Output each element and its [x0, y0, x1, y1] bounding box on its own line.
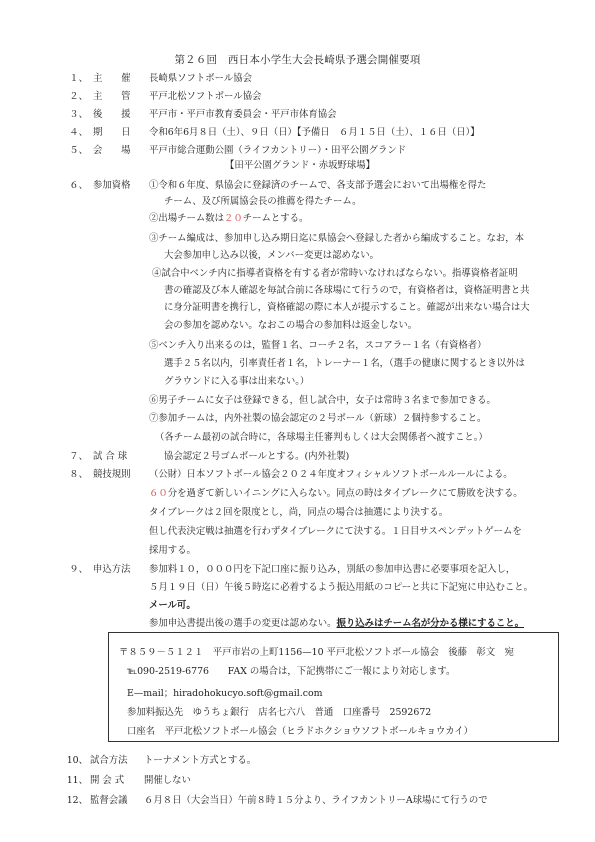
item-text: 開催しない	[144, 775, 191, 786]
item-label: 主 管	[93, 91, 131, 102]
item-number: ７、	[69, 451, 88, 462]
qual-7a: ⑦参加チームは，内外社製の協会認定の２号ボール（新球）２個持参すること。	[149, 413, 487, 424]
qual-3a: ③チーム編成は、参加申し込み期日迄に県協会へ登録した者から編成すること。なお，本	[149, 233, 525, 244]
item-number: ８、	[69, 469, 88, 480]
venue-sub: 【田平公園グランド・赤坂野球場】	[225, 160, 376, 171]
item-label: 競技規則	[93, 469, 131, 480]
qual-2a: ②出場チーム数は	[149, 213, 225, 224]
item-text: 平戸北松ソフトボール協会	[149, 91, 262, 102]
page-title: 第２６回 西日本小学生大会長崎県予選会開催要項	[174, 54, 421, 66]
item-label: 会 場	[93, 145, 131, 156]
item-number: 11、	[66, 775, 88, 786]
apply-2: ５月１９日（日）午後５時迄に必着するよう振込用紙のコピーと共に下記宛に申込むこと。	[149, 582, 534, 593]
rules-3: タイブレークは２回を限度とし，尚，同点の場合は抽選により決する。	[149, 507, 449, 518]
contact-email: E—mail；hiradohokucyo.soft@gmail.com	[127, 688, 323, 699]
contact-phone: ℡090-2519-6776 FAX の場合は，下記携帯にご一報により対応します。	[127, 666, 456, 677]
ball-text: 協会認定２号ゴムボールとする。(内外社製)	[164, 451, 350, 462]
time-limit: ６０	[149, 488, 168, 499]
item-number: 12、	[66, 795, 88, 806]
contact-address: 〒８５９－５１２１ 平戸市岩の上町1156—10 平戸北松ソフトボール協会 後藤 彰文 宛	[119, 647, 514, 658]
item-label: 開 会 式	[90, 775, 125, 786]
qual-5b: 選手２５名以内，引率責任者１名，トレーナー１名，（選手の健康に関するとき以外は	[164, 358, 525, 369]
qual-3b: 大会参加申し込み以後，メンバー変更は認めない。	[164, 250, 379, 261]
qual-4b: 書の確認及び本人確認を毎試合前に各球場にて行うので，有資格者は，資格証明書と共	[164, 285, 530, 296]
item-label: 試合方法	[90, 755, 128, 766]
qual-5c: グラウンドに入る事は出来ない。）	[164, 376, 310, 387]
qual-4c: に身分証明書を携行し，資格確認の際に本人が提示すること。確認が出来ない場合は大	[164, 302, 530, 313]
transfer-note: 振り込みはチーム名が分かる様にすること。	[336, 618, 525, 629]
rules-2-text: 分を過ぎて新しいイニングに入らない。同点の時はタイブレークにて勝敗を決する。	[167, 488, 523, 499]
qual-5a: ⑤ベンチ入り出来るのは，監督１名、コーチ２名，スコアラー１名（有資格者）	[149, 340, 487, 351]
item-label: 監督会議	[90, 795, 128, 806]
qual-6: ⑥男子チームに女子は登録できる，但し試合中，女子は常時３名まで参加できる。	[149, 395, 496, 406]
apply-1: 参加料１０，０００円を下記口座に振り込み，別紙の参加申込書に必要事項を記入し，	[149, 564, 516, 575]
apply-4-text: 参加申込書提出後の選手の変更は認めない。	[149, 618, 337, 629]
item-number: 10、	[66, 755, 88, 766]
item-text: 令和6年6月８日（土）、９日（日）【予備日 ６月１５日（土）、１６日（日）】	[149, 127, 480, 138]
rules-1: （公財）日本ソフトボール協会２０２４年度オフィシャルソフトボールルールによる。	[149, 469, 513, 480]
item-label: 主 催	[93, 73, 131, 84]
rules-5: 採用する。	[149, 545, 196, 556]
contact-account: 口座名 平戸北松ソフトボール協会（ヒラドホクショウソフトボールキョウカイ）	[127, 726, 474, 737]
item-label: 申込方法	[93, 564, 131, 575]
contact-bank: 参加料振込先 ゆうちょ銀行 店名七六八 普通 口座番号 2592672	[127, 707, 432, 718]
item-text: 長崎県ソフトボール協会	[149, 73, 252, 84]
item-number: ５、	[69, 145, 88, 156]
item-number: ９、	[69, 564, 88, 575]
item-text: ６月８日（大会当日）午前８時１５分より、ライフカントリーA球場にて行うので	[144, 795, 488, 806]
item-number: ２、	[69, 91, 88, 102]
apply-4	[149, 618, 524, 630]
qual-7b: （各チーム最初の試合時に，各球場主任審判もしくは大会関係者へ渡すこと。）	[155, 432, 488, 443]
rules-4: 但し代表決定戦は抽選を行わずタイブレークにて決する。１日目サスペンデットゲームを	[149, 526, 522, 537]
rules-2	[149, 488, 523, 500]
item-number: １、	[69, 73, 88, 84]
qual-1a: ①令和６年度、県協会に登録済のチームで、各支部予選会において出場権を得た	[149, 180, 487, 191]
apply-3: メール可。	[149, 600, 196, 611]
item-label: 期 日	[93, 127, 131, 138]
item-number: ３、	[69, 109, 88, 120]
item-number: ６、	[69, 180, 88, 191]
item-number: ４、	[69, 127, 88, 138]
qual-2	[149, 213, 308, 225]
qual-4d: 会の参加を認めない。なおこの場合の参加料は返金しない。	[164, 320, 418, 331]
team-count: ２０	[224, 213, 243, 224]
item-text: 平戸市・平戸市教育委員会・平戸市体育協会	[149, 109, 337, 120]
item-text: トーナメント方式とする。	[144, 755, 257, 766]
item-label: 後 援	[93, 109, 131, 120]
qual-2b: チームとする。	[242, 213, 309, 224]
item-label: 参加資格	[93, 180, 131, 191]
qual-4a: ④試合中ベンチ内に指導者資格を有する者が常時いなければならない。指導資格者証明	[152, 268, 518, 279]
item-text: 平戸市総合運動公園（ライフカントリー）・田平公園グランド	[149, 145, 407, 156]
item-label: 試 合 球	[93, 451, 128, 462]
contact-box	[108, 632, 559, 742]
qual-1b: チーム、及び所属協会長の推薦を得たチーム。	[164, 196, 362, 207]
